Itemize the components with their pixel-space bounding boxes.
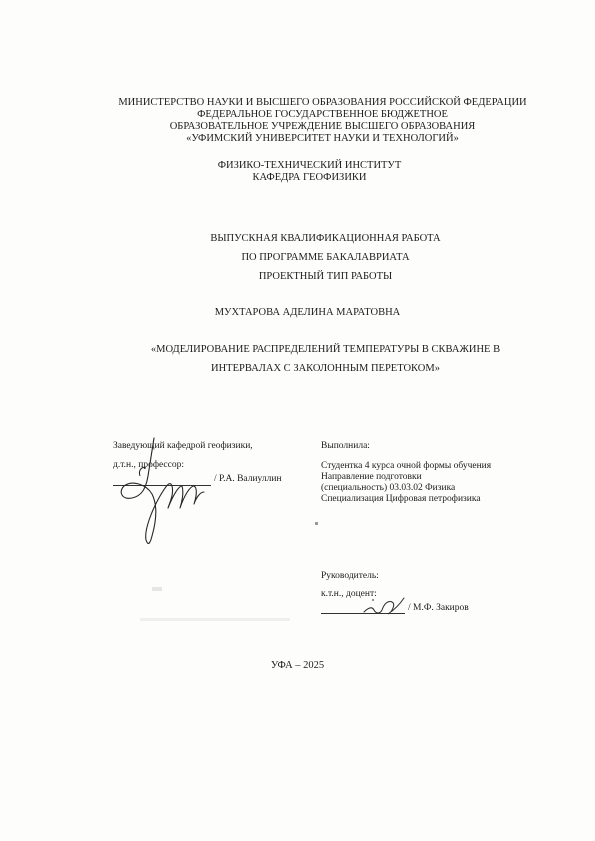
scan-speck <box>315 522 318 525</box>
student-info <box>321 461 491 505</box>
head-signature <box>112 436 212 548</box>
work-type-block <box>28 229 595 286</box>
ministry-line: МИНИСТЕРСТВО НАУКИ И ВЫСШЕГО ОБРАЗОВАНИЯ РОССИЙСКОЙ ФЕДЕРАЦИИ <box>118 97 527 108</box>
work-type-line: ВЫПУСКНАЯ КВАЛИФИКАЦИОННАЯ РАБОТА <box>210 233 441 244</box>
supervisor-name: / М.Ф. Закиров <box>408 603 469 613</box>
department-line: КАФЕДРА ГЕОФИЗИКИ <box>252 172 367 183</box>
work-type-line: ПО ПРОГРАММЕ БАКАЛАВРИАТА <box>241 252 410 263</box>
scan-speck <box>140 618 290 621</box>
topic-line: ИНТЕРВАЛАХ С ЗАКОЛОННЫМ ПЕРЕТОКОМ» <box>211 363 440 374</box>
head-position: Заведующий кафедрой геофизики, <box>113 441 253 451</box>
head-degree: д.т.н., профессор: <box>113 460 184 470</box>
scan-speck <box>152 587 162 591</box>
ministry-header <box>25 97 595 145</box>
thesis-topic <box>28 340 595 378</box>
head-name: / Р.А. Валиуллин <box>214 474 282 484</box>
supervisor-degree: к.т.н., доцент: <box>321 589 377 599</box>
supervisor-signature <box>360 594 410 618</box>
institute-header <box>12 160 595 184</box>
student-info-line: (специальность) 03.03.02 Физика <box>321 483 456 493</box>
student-info-line: Направление подготовки <box>321 472 422 482</box>
ministry-line: ФЕДЕРАЛЬНОЕ ГОСУДАРСТВЕННОЕ БЮДЖЕТНОЕ <box>197 109 448 120</box>
city-year: УФА – 2025 <box>270 660 325 671</box>
ministry-line: ОБРАЗОВАТЕЛЬНОЕ УЧРЕЖДЕНИЕ ВЫСШЕГО ОБРАЗОВАНИЯ <box>169 121 476 132</box>
institute-line: ФИЗИКО-ТЕХНИЧЕСКИЙ ИНСТИТУТ <box>217 160 402 171</box>
author-name: МУХТАРОВА АДЕЛИНА МАРАТОВНА <box>214 307 401 318</box>
student-info-line: Студентка 4 курса очной формы обучения <box>321 461 492 471</box>
performer-label: Выполнила: <box>321 441 370 451</box>
student-info-line: Специализация Цифровая петрофизика <box>321 494 481 504</box>
topic-line: «МОДЕЛИРОВАНИЕ РАСПРЕДЕЛЕНИЙ ТЕМПЕРАТУРЫ В СКВАЖИНЕ В <box>150 344 501 355</box>
ministry-line: «УФИМСКИЙ УНИВЕРСИТЕТ НАУКИ И ТЕХНОЛОГИЙ» <box>186 133 459 144</box>
work-type-line: ПРОЕКТНЫЙ ТИП РАБОТЫ <box>258 271 393 282</box>
supervisor-label: Руководитель: <box>321 571 379 581</box>
